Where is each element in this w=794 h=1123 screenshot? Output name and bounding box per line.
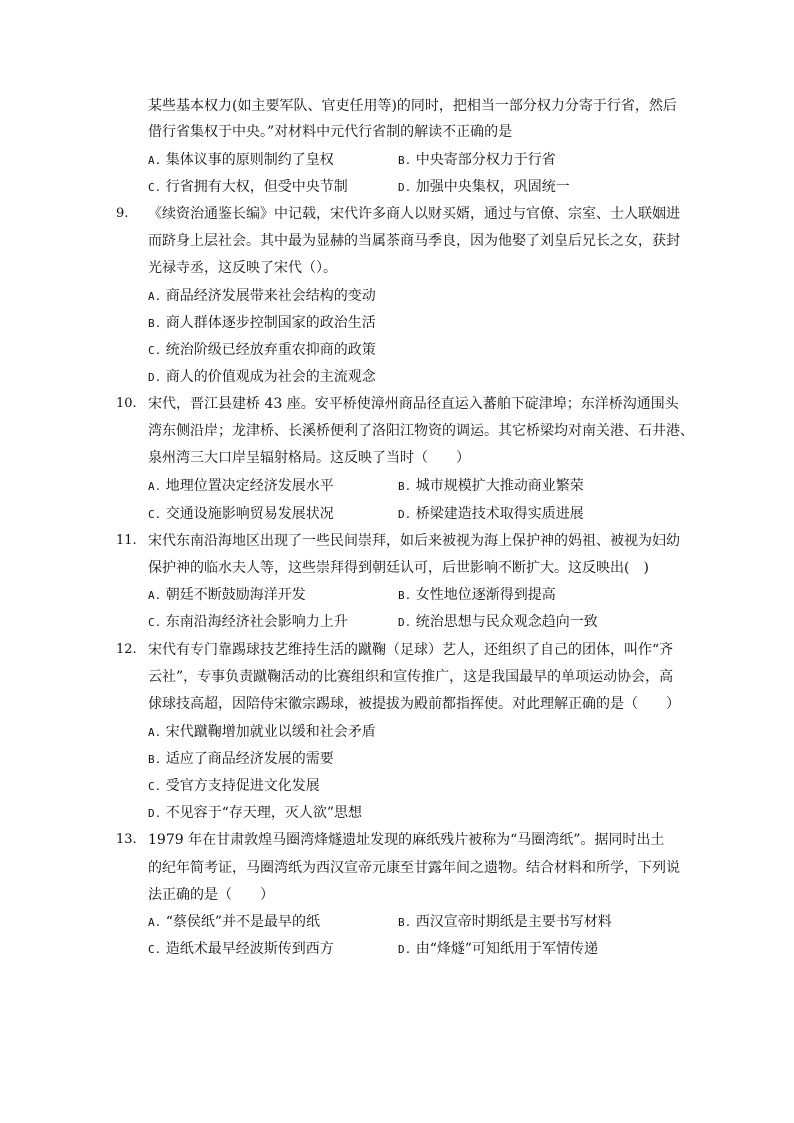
option-label: A. xyxy=(148,480,162,493)
option-label: D. xyxy=(148,807,162,820)
option-text: 适应了商品经济发展的需要 xyxy=(165,751,334,767)
option-label: C. xyxy=(148,181,162,194)
q9-option-b[interactable] xyxy=(148,313,376,334)
option-text: 行省拥有大权，但受中央节制 xyxy=(165,179,348,195)
option-label: D. xyxy=(398,181,412,194)
q10-stem-line-1: 宋代，晋江县建桥 43 座。安平桥使漳州商品径直运入蕃舶下碇津埠；东洋桥沟通围头 xyxy=(148,396,679,412)
option-label: B. xyxy=(398,589,412,602)
option-text: 商人的价值观成为社会的主流观念 xyxy=(165,369,376,385)
q12-stem-line-2: 云社”，专事负责蹴鞠活动的比赛组织和宣传推广，这是我国最早的单项运动协会，高 xyxy=(148,669,674,685)
option-text: 宋代蹴鞠增加就业以缓和社会矛盾 xyxy=(165,724,376,740)
q8-option-d[interactable] xyxy=(398,177,570,198)
option-text: 商人群体逐步控制国家的政治生活 xyxy=(165,315,376,331)
option-text: 不见容于“存天理，灭人欲”思想 xyxy=(165,805,363,821)
q9-stem-line-2: 而跻身上层社会。其中最为显赫的当属茶商马季良，因为他娶了刘皇后兄长之女，获封 xyxy=(148,233,680,249)
option-label: D. xyxy=(398,943,412,956)
q10-option-c[interactable] xyxy=(148,504,334,525)
q13-option-d[interactable] xyxy=(398,939,598,960)
option-text: “蔡侯纸”并不是最早的纸 xyxy=(165,914,321,930)
q12-option-d[interactable] xyxy=(148,803,362,824)
option-label: C. xyxy=(148,616,162,629)
q8-option-a[interactable] xyxy=(148,150,334,171)
q13-option-b[interactable] xyxy=(398,912,612,933)
option-text: 集体议事的原则制约了皇权 xyxy=(165,152,334,168)
option-label: C. xyxy=(148,943,162,956)
q12-number: 12. xyxy=(116,642,137,657)
q11-option-d[interactable] xyxy=(398,612,598,633)
option-label: B. xyxy=(398,480,412,493)
q12-stem-line-1: 宋代有专门靠踢球技艺维持生活的蹴鞠（足球）艺人，还组织了自己的团体，叫作“齐 xyxy=(148,642,674,658)
q9-option-a[interactable] xyxy=(148,286,376,307)
q8-option-c[interactable] xyxy=(148,177,348,198)
q12-option-c[interactable] xyxy=(148,776,320,797)
q12-option-a[interactable] xyxy=(148,722,376,743)
option-label: B. xyxy=(398,916,412,929)
option-text: 西汉宣帝时期纸是主要书写材料 xyxy=(415,914,612,930)
option-label: B. xyxy=(148,753,162,766)
option-label: D. xyxy=(398,508,412,521)
option-text: 地理位置决定经济发展水平 xyxy=(165,478,334,494)
option-label: C. xyxy=(148,780,162,793)
q9-stem-line-3: 光禄寺丞，这反映了宋代（）。 xyxy=(148,260,337,276)
option-label: A. xyxy=(148,726,162,739)
q12-stem-line-3: 俅球技高超，因陪侍宋徽宗踢球，被提拔为殿前都指挥使。对此理解正确的是（ ） xyxy=(148,696,680,712)
option-text: 女性地位逐渐得到提高 xyxy=(415,587,556,603)
q11-stem-line-1: 宋代东南沿海地区出现了一些民间崇拜，如后来被视为海上保护神的妈祖、被视为妇幼 xyxy=(148,533,680,549)
option-text: 由“烽燧”可知纸用于军情传递 xyxy=(415,941,599,957)
q13-number: 13. xyxy=(116,832,137,847)
q10-number: 10. xyxy=(116,396,137,411)
q10-option-b[interactable] xyxy=(398,476,584,497)
q9-stem-line-1: 《续资治通鉴长编》中记载，宋代许多商人以财买婿，通过与官僚、宗室、士人联姻进 xyxy=(148,206,680,222)
q10-option-d[interactable] xyxy=(398,504,584,525)
option-label: B. xyxy=(398,154,412,167)
option-text: 交通设施影响贸易发展状况 xyxy=(165,506,334,522)
q11-option-b[interactable] xyxy=(398,585,556,606)
option-label: B. xyxy=(148,317,162,330)
q13-stem-line-2: 的纪年简考证，马圈湾纸为西汉宣帝元康至甘露年间之遗物。结合材料和所学，下列说 xyxy=(148,860,680,876)
q10-option-a[interactable] xyxy=(148,476,334,497)
q10-stem-line-2: 湾东侧沿岸；龙津桥、长溪桥便利了洛阳江物资的调运。其它桥梁均对南关港、石井港、 xyxy=(148,423,694,439)
option-label: D. xyxy=(148,371,162,384)
option-label: A. xyxy=(148,290,162,303)
option-text: 东南沿海经济社会影响力上升 xyxy=(165,614,348,630)
q11-stem-line-2: 保护神的临水夫人等，这些崇拜得到朝廷认可，后世影响不断扩大。这反映出( ) xyxy=(148,560,649,576)
q13-option-c[interactable] xyxy=(148,939,334,960)
q9-option-d[interactable] xyxy=(148,367,376,388)
option-text: 加强中央集权，巩固统一 xyxy=(415,179,570,195)
q11-number: 11. xyxy=(116,533,137,548)
option-label: C. xyxy=(148,344,162,357)
option-label: A. xyxy=(148,916,162,929)
q8-stem-line-1: 某些基本权力(如主要军队、官吏任用等)的同时，把相当一部分权力分寄于行省，然后 xyxy=(148,98,677,114)
option-label: C. xyxy=(148,508,162,521)
q13-option-a[interactable] xyxy=(148,912,320,933)
option-text: 受官方支持促进文化发展 xyxy=(165,778,320,794)
option-text: 统治思想与民众观念趋向一致 xyxy=(415,614,598,630)
q11-option-c[interactable] xyxy=(148,612,348,633)
q13-stem-line-1: 1979 年在甘肃敦煌马圈湾烽燧遗址发现的麻纸残片被称为“马圈湾纸”。据同时出土 xyxy=(148,832,665,848)
option-text: 统治阶级已经放弃重农抑商的政策 xyxy=(165,342,376,358)
q9-number: 9. xyxy=(116,206,129,221)
option-text: 桥梁建造技术取得实质进展 xyxy=(415,506,584,522)
option-text: 商品经济发展带来社会结构的变动 xyxy=(165,288,376,304)
q11-option-a[interactable] xyxy=(148,585,306,606)
q8-option-b[interactable] xyxy=(398,150,556,171)
q12-option-b[interactable] xyxy=(148,749,334,770)
q10-stem-line-3: 泉州湾三大口岸呈辐射格局。这反映了当时（ ） xyxy=(148,450,470,466)
option-text: 中央寄部分权力于行省 xyxy=(415,152,556,168)
option-text: 朝廷不断鼓励海洋开发 xyxy=(165,587,306,603)
option-text: 城市规模扩大推动商业繁荣 xyxy=(415,478,584,494)
option-label: D. xyxy=(398,616,412,629)
q8-stem-line-2: 借行省集权于中央。”对材料中元代行省制的解读不正确的是 xyxy=(148,124,513,140)
q9-option-c[interactable] xyxy=(148,340,376,361)
option-text: 造纸术最早经波斯传到西方 xyxy=(165,941,334,957)
option-label: A. xyxy=(148,589,162,602)
option-label: A. xyxy=(148,154,162,167)
q13-stem-line-3: 法正确的是（ ） xyxy=(148,887,274,903)
